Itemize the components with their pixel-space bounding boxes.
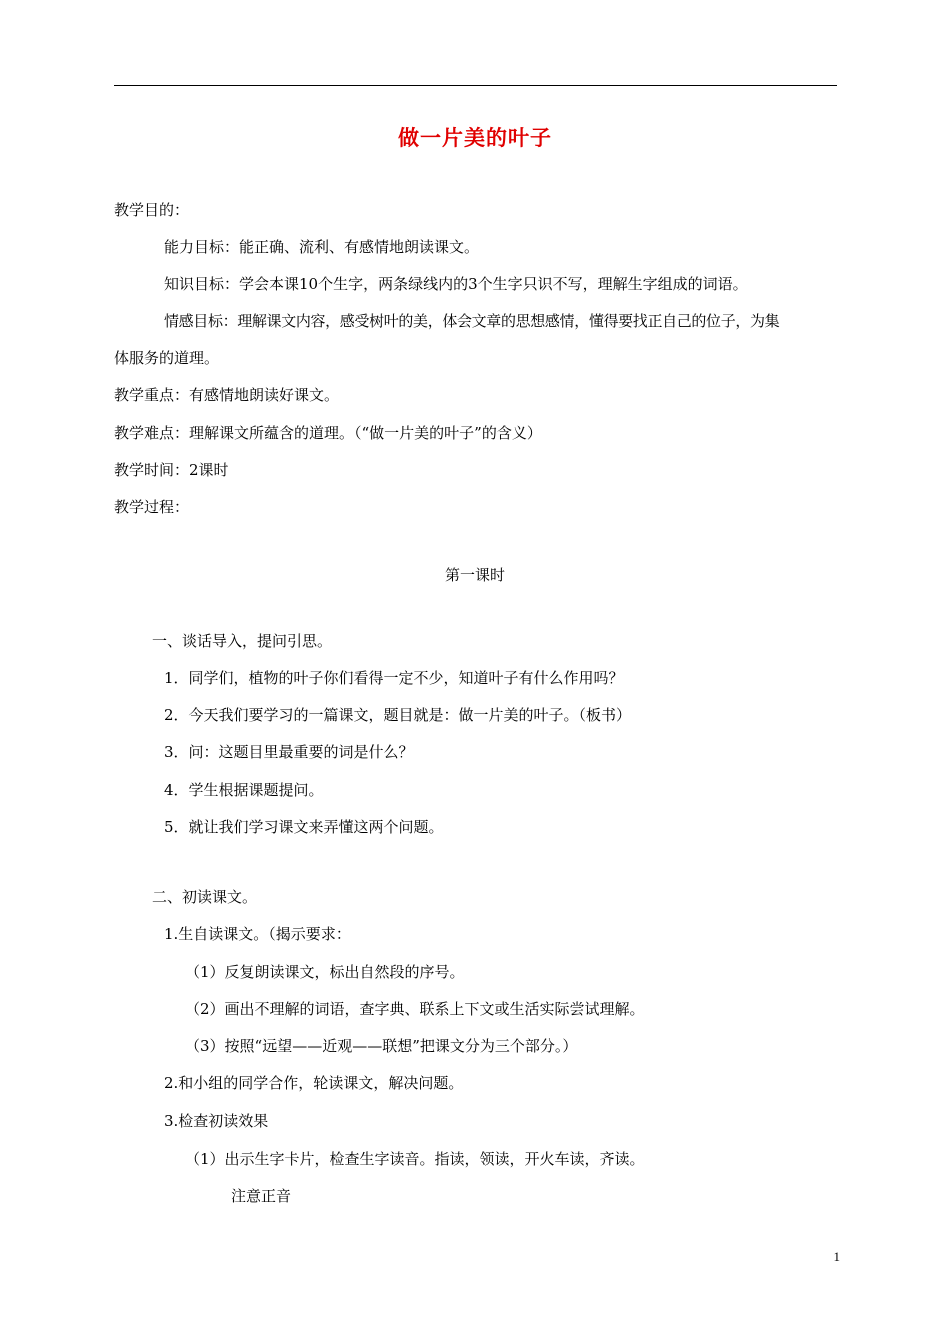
list-item: 2.和小组的同学合作，轮读课文，解决问题。 [164, 1074, 464, 1092]
teaching-time: 教学时间：2课时 [114, 461, 229, 479]
sub-list-item: （1）反复朗读课文，标出自然段的序号。 [185, 963, 465, 981]
sub-list-item: （3）按照“远望——近观——联想”把课文分为三个部分。） [185, 1037, 578, 1055]
section-one-heading: 一、谈话导入，提问引思。 [152, 632, 333, 650]
document-title: 做一片美的叶子 [398, 126, 552, 150]
knowledge-goal: 知识目标：学会本课10个生字，两条绿线内的3个生字只识不写，理解生字组成的词语。 [164, 275, 748, 293]
list-item: 4．学生根据课题提问。 [164, 781, 324, 799]
emotion-goal-continued: 体服务的道理。 [114, 349, 220, 367]
sub-list-item: （1）出示生字卡片，检查生字读音。指读，领读，开火车读，齐读。 [185, 1150, 645, 1168]
teaching-process-heading: 教学过程： [114, 498, 190, 516]
difficult-point: 教学难点：理解课文所蕴含的道理。（“做一片美的叶子”的含义） [114, 424, 542, 442]
lesson-heading: 第一课时 [444, 566, 505, 584]
objectives-heading: 教学目的： [114, 201, 190, 219]
emotion-goal: 情感目标：理解课文内容，感受树叶的美，体会文章的思想感情，懂得要找正自己的位子，为集 [164, 312, 780, 330]
section-two-heading: 二、初读课文。 [152, 888, 258, 906]
list-item: 2．今天我们要学习的一篇课文，题目就是：做一片美的叶子。（板书） [164, 706, 632, 724]
header-rule [114, 85, 837, 86]
ability-goal: 能力目标：能正确、流利、有感情地朗读课文。 [164, 238, 480, 256]
note-text: 注意正音 [231, 1187, 292, 1205]
list-item: 3.检查初读效果 [164, 1112, 269, 1130]
page-number: 1 [833, 1249, 840, 1264]
list-item: 3．问：这题目里最重要的词是什么？ [164, 743, 414, 761]
list-item: 1．同学们，植物的叶子你们看得一定不少，知道叶子有什么作用吗？ [164, 669, 624, 687]
list-item: 5．就让我们学习课文来弄懂这两个问题。 [164, 818, 444, 836]
list-item: 1.生自读课文。（揭示要求： [164, 925, 351, 943]
key-point: 教学重点：有感情地朗读好课文。 [114, 386, 340, 404]
sub-list-item: （2）画出不理解的词语，查字典、联系上下文或生活实际尝试理解。 [185, 1000, 645, 1018]
